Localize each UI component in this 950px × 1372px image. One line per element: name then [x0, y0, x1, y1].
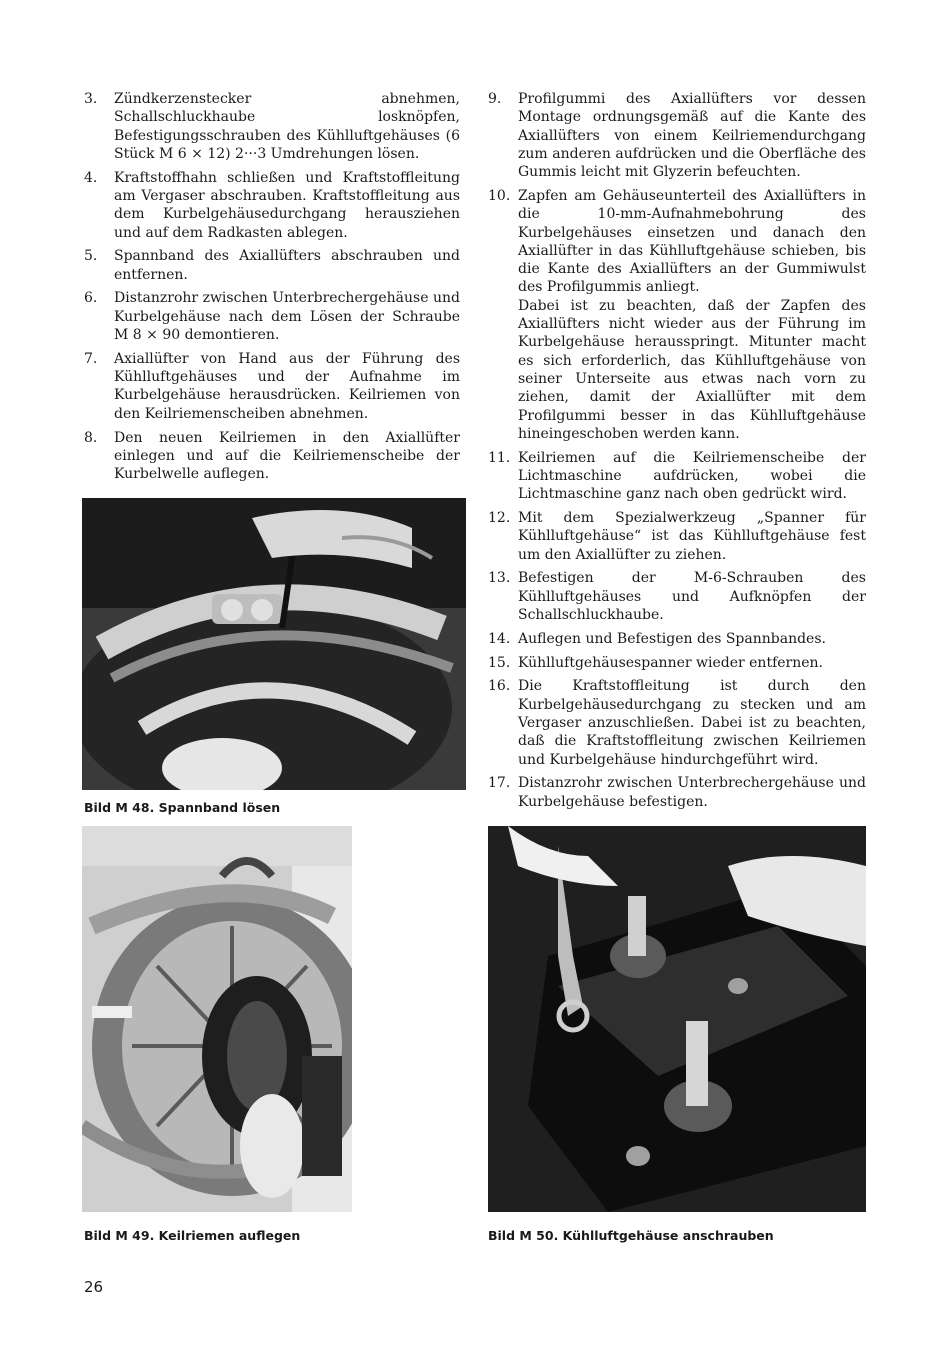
photo-spannband: [82, 498, 466, 790]
step-text: Befestigen der M-6-Schrauben des Kühlluftgehäuses und Aufknöpfen der Schallschluckhaube.: [518, 570, 866, 624]
step-text: Spannband des Axiallüfters abschrauben und entfernen.: [114, 248, 460, 283]
step-text: Keilriemen auf die Keilriemenscheibe der Lichtmaschine aufdrücken, wobei die Lichtmaschine ganz nach oben gedrückt wird.: [518, 449, 866, 503]
step-4: 4. Kraftstoffhahn schließen und Kraftstoffleitung am Vergaser abschrauben. Kraftstoffleitung aus dem Kurbelgehäusedurchgang herausziehen und auf dem Radkasten ablegen.: [84, 169, 460, 241]
step-text: Distanzrohr zwischen Unterbrechergehäuse und Kurbelgehäuse befestigen.: [518, 775, 866, 810]
left-column: [84, 90, 460, 489]
step-text: Die Kraftstoffleitung ist durch den Kurbelgehäusedurchgang zu stecken und am Vergaser anzuschließen. Dabei ist zu beachten, daß die Kraftstoffleitung zwischen Keilriemen und Kurbelgehäuse hindurchgeführt wird.: [518, 678, 866, 768]
right-step-list: [488, 90, 866, 811]
caption-m50: Bild M 50. Kühlluftgehäuse anschrauben: [488, 1228, 774, 1243]
step-text: Profilgummi des Axiallüfters vor dessen Montage ordnungsgemäß auf die Kante des Axiallüfters von einem Keilriemendurchgang zum anderen aufdrücken und die Oberfläche des Gummis leicht mit Glyzerin befeuchten.: [518, 91, 866, 181]
step-8: 8. Den neuen Keilriemen in den Axiallüfter einlegen und auf die Keilriemenscheibe der Kurbelwelle auflegen.: [84, 429, 460, 483]
caption-m48: Bild M 48. Spannband lösen: [84, 800, 281, 815]
step-11: 11. Keilriemen auf die Keilriemenscheibe der Lichtmaschine aufdrücken, wobei die Lichtmaschine ganz nach oben gedrückt wird.: [488, 449, 866, 503]
step-17: 17. Distanzrohr zwischen Unterbrechergehäuse und Kurbelgehäuse befestigen.: [488, 775, 866, 810]
step-text: Den neuen Keilriemen in den Axiallüfter einlegen und auf die Keilriemenscheibe der Kurbelwelle auflegen.: [114, 429, 460, 483]
photo-spannband-illustration: [82, 498, 466, 790]
step-text: Distanzrohr zwischen Unterbrechergehäuse und Kurbelgehäuse nach dem Lösen der Schraube M 8 × 90 demontieren.: [114, 290, 460, 344]
photo-kuehlluftgehaeuse: [488, 826, 866, 1212]
step-text: Mit dem Spezialwerkzeug „Spanner für Kühlluftgehäuse“ ist das Kühlluftgehäuse fest um den Axiallüfter zu ziehen.: [518, 510, 866, 563]
step-12: 12. Mit dem Spezialwerkzeug „Spanner für Kühlluftgehäuse“ ist das Kühlluftgehäuse fest um den Axiallüfter zu ziehen.: [488, 510, 866, 563]
step-text: Zündkerzenstecker abnehmen, Schallschluckhaube losknöpfen, Befestigungsschrauben des Kühlluftgehäuses (6 Stück M 6 × 12) 2···3 Umdrehungen lösen.: [114, 91, 460, 162]
step-6: 6. Distanzrohr zwischen Unterbrechergehäuse und Kurbelgehäuse nach dem Lösen der Schraube M 8 × 90 demontieren.: [84, 290, 460, 344]
step-14: 14. Auflegen und Befestigen des Spannbandes.: [488, 630, 866, 648]
step-7: 7. Axiallüfter von Hand aus der Führung des Kühlluftgehäuses und der Aufnahme im Kurbelgehäuse herausdrücken. Keilriemen von den Keilriemenscheiben abnehmen.: [84, 350, 460, 422]
caption-m49: Bild M 49. Keilriemen auflegen: [84, 1228, 301, 1243]
left-step-list: [84, 90, 460, 483]
step-text: Kühlluftgehäusespanner wieder entfernen.: [518, 654, 824, 671]
photo-kuehlluftgehaeuse-illustration: [488, 826, 866, 1212]
step-10: 10. Zapfen am Gehäuseunterteil des Axiallüfters in die 10-mm-Aufnahmebohrung des Kurbelgehäuses einsetzen und danach den Axiallüfter in das Kühlluftgehäuse schieben, bis die Kante des Axiallüfters an der Gummiwulst des Profilgummis anliegt. Dabei ist zu beachten, daß der Zapfen des Axiallüfters nicht wieder aus der Führung im Kurbelgehäuse herausspringt. Mitunter macht es sich erforderlich, das Kühlluftgehäuse von seiner Unterseite aus etwas nach vorn zu ziehen, damit der Axiallüfter mit dem Profilgummi besser in das Kühlluftgehäuse hineingeschoben werden kann.: [488, 187, 866, 442]
step-3: 3. Zündkerzenstecker abnehmen, Schallschluckhaube losknöpfen, Befestigungsschrauben des Kühlluftgehäuses (6 Stück M 6 × 12) 2···3 Umdrehungen lösen.: [84, 91, 460, 162]
step-text: Kraftstoffhahn schließen und Kraftstoffleitung am Vergaser abschrauben. Kraftstoffleitung aus dem Kurbelgehäusedurchgang herausziehen und auf dem Radkasten ablegen.: [114, 169, 460, 241]
step-text: Auflegen und Befestigen des Spannbandes.: [518, 630, 826, 647]
step-note: Dabei ist zu beachten, daß der Zapfen des Axiallüfters nicht wieder aus der Führung im Kurbelgehäuse herausspringt. Mitunter macht es sich erforderlich, das Kühlluftgehäuse von seiner Unterseite aus etwas nach vorn zu ziehen, damit der Axiallüfter mit dem Profilgummi besser in das Kühlluftgehäuse hineingeschoben werden kann.: [518, 297, 866, 442]
step-16: 16. Die Kraftstoffleitung ist durch den Kurbelgehäusedurchgang zu stecken und am Vergaser anzuschließen. Dabei ist zu beachten, daß die Kraftstoffleitung zwischen Keilriemen und Kurbelgehäuse hindurchgeführt wird.: [488, 678, 866, 768]
step-text: Zapfen am Gehäuseunterteil des Axiallüfters in die 10-mm-Aufnahmebohrung des Kurbelgehäuses einsetzen und danach den Axiallüfter in das Kühlluftgehäuse schieben, bis die Kante des Axiallüfters an der Gummiwulst des Profilgummis anliegt.: [518, 187, 866, 296]
photo-keilriemen-illustration: [82, 826, 352, 1212]
right-column: [488, 90, 866, 816]
step-5: 5. Spannband des Axiallüfters abschrauben und entfernen.: [84, 248, 460, 283]
step-13: 13. Befestigen der M-6-Schrauben des Kühlluftgehäuses und Aufknöpfen der Schallschluckhaube.: [488, 570, 866, 624]
step-text: Axiallüfter von Hand aus der Führung des Kühlluftgehäuses und der Aufnahme im Kurbelgehäuse herausdrücken. Keilriemen von den Keilriemenscheiben abnehmen.: [114, 350, 460, 422]
step-9: 9. Profilgummi des Axiallüfters vor dessen Montage ordnungsgemäß auf die Kante des Axiallüfters von einem Keilriemendurchgang zum anderen aufdrücken und die Oberfläche des Gummis leicht mit Glyzerin befeuchten.: [488, 91, 866, 181]
photo-keilriemen: [82, 826, 352, 1212]
page-number: 26: [84, 1278, 104, 1296]
step-15: 15. Kühlluftgehäusespanner wieder entfernen.: [488, 654, 866, 672]
